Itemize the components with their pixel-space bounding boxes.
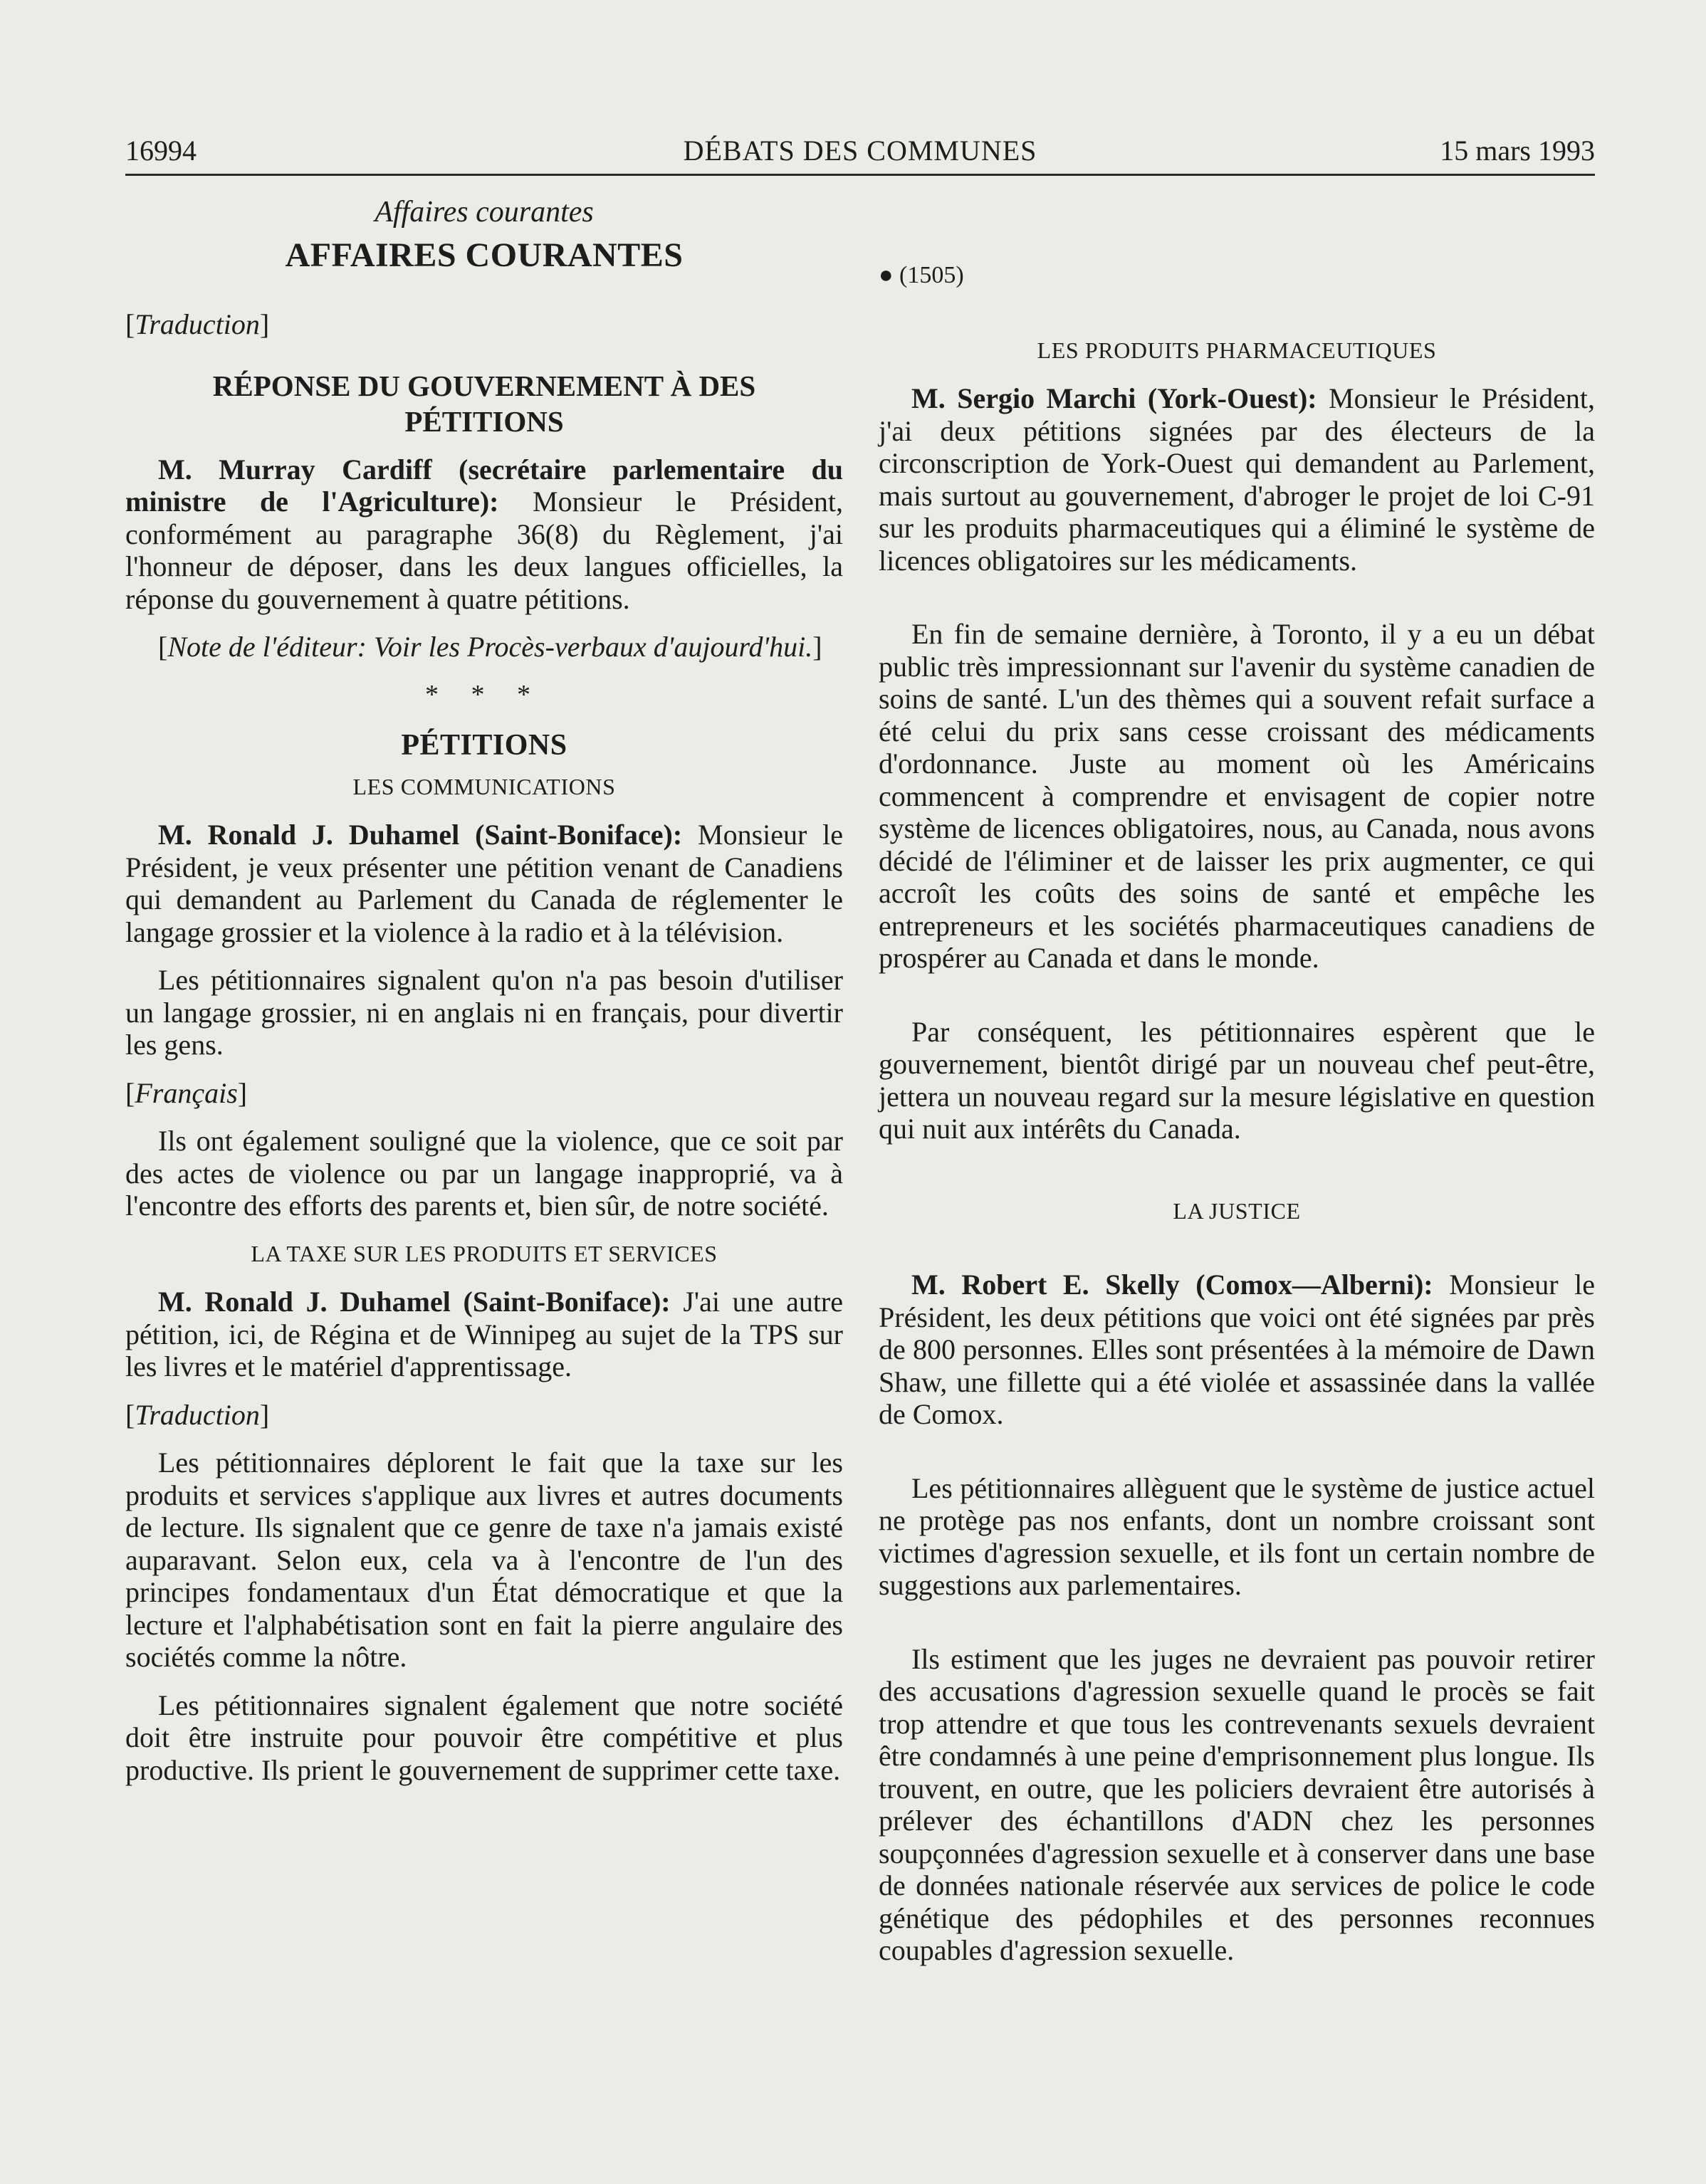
left-column [125,196,843,1786]
language-tag: [Français] [125,1076,248,1109]
speaker-name: M. Robert E. Skelly (Comox—Alberni): [911,1269,1433,1301]
editor-note: [Note de l'éditeur: Voir les Procès-verbaux d'aujourd'hui.] [158,631,822,663]
issue-date: 15 mars 1993 [1440,135,1595,167]
speech-text: J'ai une autre pétition, ici, de Régina et de Winnipeg au sujet de la TPS sur les livres et le matériel d'apprentissage. [125,1286,844,1382]
subhead-justice: LA JUSTICE [1173,1197,1301,1224]
speech-skelly [879,1269,1595,1431]
speaker-name: M. Ronald J. Duhamel (Saint-Boniface): [158,819,683,851]
editor-note-text: Note de l'éditeur: Voir les Procès-verbaux d'aujourd'hui. [167,631,813,663]
page-number: 16994 [125,135,197,167]
subhead-petitions: PÉTITIONS [401,729,567,762]
speech-text: Monsieur le Président, conformément au paragraphe 36(8) du Règlement, j'ai l'honneur de déposer, dans les deux langues officielles, la réponse du gouvernement à quatre pétitions. [125,485,844,615]
paragraph: Par conséquent, les pétitionnaires espèrent que le gouvernement, bientôt dirigé par un nouveau chef peut-être, jettera un nouveau regard sur la mesure législative en question qui nuit aux intérêts du Canada. [879,1015,1595,1145]
section-label: Affaires courantes [375,196,594,229]
running-header [125,128,1595,176]
paragraph: Ils ont également souligné que la violence, que ce soit par des actes de violence ou par un langage inapproprié, va à l'encontre des efforts des parents et, bien sûr, de notre société. [125,1125,843,1222]
speech-text: Monsieur le Président, je veux présenter une pétition venant de Canadiens qui demandent au Parlement du Canada de réglementer le langage grossier et la violence à la radio et à la télévision. [125,819,844,948]
language-tag-text: Traduction [135,308,260,340]
paragraph: Les pétitionnaires allèguent que le système de justice actuel ne protège pas nos enfants, dont un nombre croissant sont victimes d'agression sexuelle, et ils font un certain nombre de suggestions aux parlementaires. [879,1471,1595,1601]
paragraph: Ils estiment que les juges ne devraient pas pouvoir retirer des accusations d'agression sexuelle quand le procès se fait trop attendre et que tous les contrevenants sexuels devraient être condamnés à une peine d'emprisonnement plus longue. Ils trouvent, en outre, que les policiers devraient être autorisés à prélever des échantillons d'ADN chez les personnes soupçonnées d'agression sexuelle et à conserver dans une base de données nationale réservée aux services de police le code génétique des pédophiles et des personnes reconnues coupables d'agression sexuelle. [879,1642,1595,1966]
speech-text: Monsieur le Président, les deux pétitions que voici ont été signées par près de 800 personnes. Elles sont présentées à la mémoire de Dawn Shaw, une fillette qui a été violée et assassinée dans la vallée de Comox. [879,1269,1595,1430]
paragraph: En fin de semaine dernière, à Toronto, il y a eu un débat public très impressionnant sur l'avenir du système canadien de soins de santé. L'un des thèmes qui a souvent refait surface a été celui du prix sans cesse croissant des médicaments d'ordonnance. Juste au moment où les Américains commencent à comprendre et envisagent de copier notre système de licences obligatoires, nous, au Canada, nous avons décidé de l'éliminer et de laisser les prix augmenter, ce qui accroît les coûts des soins de santé et empêche les entrepreneurs et les sociétés pharmaceutiques canadiens de prospérer au Canada et dans le monde. [879,618,1595,974]
speech-cardiff [125,453,843,616]
speech-duhamel-1 [125,819,843,948]
subhead-government-response: RÉPONSE DU GOUVERNEMENT À DES PÉTITIONS [212,369,756,438]
speech-duhamel-2 [125,1286,843,1383]
subhead-gst: LA TAXE SUR LES PRODUITS ET SERVICES [251,1240,718,1266]
speaker-name: M. Sergio Marchi (York-Ouest): [911,382,1317,414]
section-separator: * * * [425,679,543,710]
subhead-pharmaceuticals: LES PRODUITS PHARMACEUTIQUES [1037,337,1437,363]
paragraph: Les pétitionnaires signalent également que notre société doit être instruite pour pouvoir être compétitive et plus productive. Ils prient le gouvernement de supprimer cette taxe. [125,1689,843,1786]
language-tag: [Traduction] [125,308,270,340]
speaker-name: M. Murray Cardiff (secrétaire parlementaire du ministre de l'Agriculture): [125,453,843,518]
language-tag: [Traduction] [125,1398,270,1431]
paragraph: Les pétitionnaires signalent qu'on n'a pas besoin d'utiliser un langage grossier, ni en anglais ni en français, pour divertir les gens. [125,964,843,1061]
right-column [879,196,1595,1967]
language-tag-text: Traduction [135,1398,260,1431]
speech-marchi [879,382,1595,577]
section-title: AFFAIRES COURANTES [285,236,684,274]
speech-text: Monsieur le Président, j'ai deux pétitions signées par des électeurs de la circonscription de York-Ouest qui demandent au Parlement, mais surtout au gouvernement, d'abroger le projet de loi C-91 sur les produits pharmaceutiques qui a éliminé le système de licences obligatoires sur les médicaments. [879,382,1595,577]
subhead-communications: LES COMMUNICATIONS [352,773,616,799]
paragraph: Les pétitionnaires déplorent le fait que la taxe sur les produits et services s'applique aux livres et autres documents de lecture. Ils signalent que ce genre de taxe n'a jamais existé auparavant. Selon eux, cela va à l'encontre de l'un des principes fondamentaux d'un État démocratique et que la lecture et l'alphabétisation sont en fait la pierre angulaire des sociétés comme la nôtre. [125,1447,843,1673]
speaker-name: M. Ronald J. Duhamel (Saint-Boniface): [158,1286,671,1318]
journal-title: DÉBATS DES COMMUNES [683,135,1037,167]
time-mark: ● (1505) [879,262,964,288]
language-tag-text: Français [135,1076,238,1109]
